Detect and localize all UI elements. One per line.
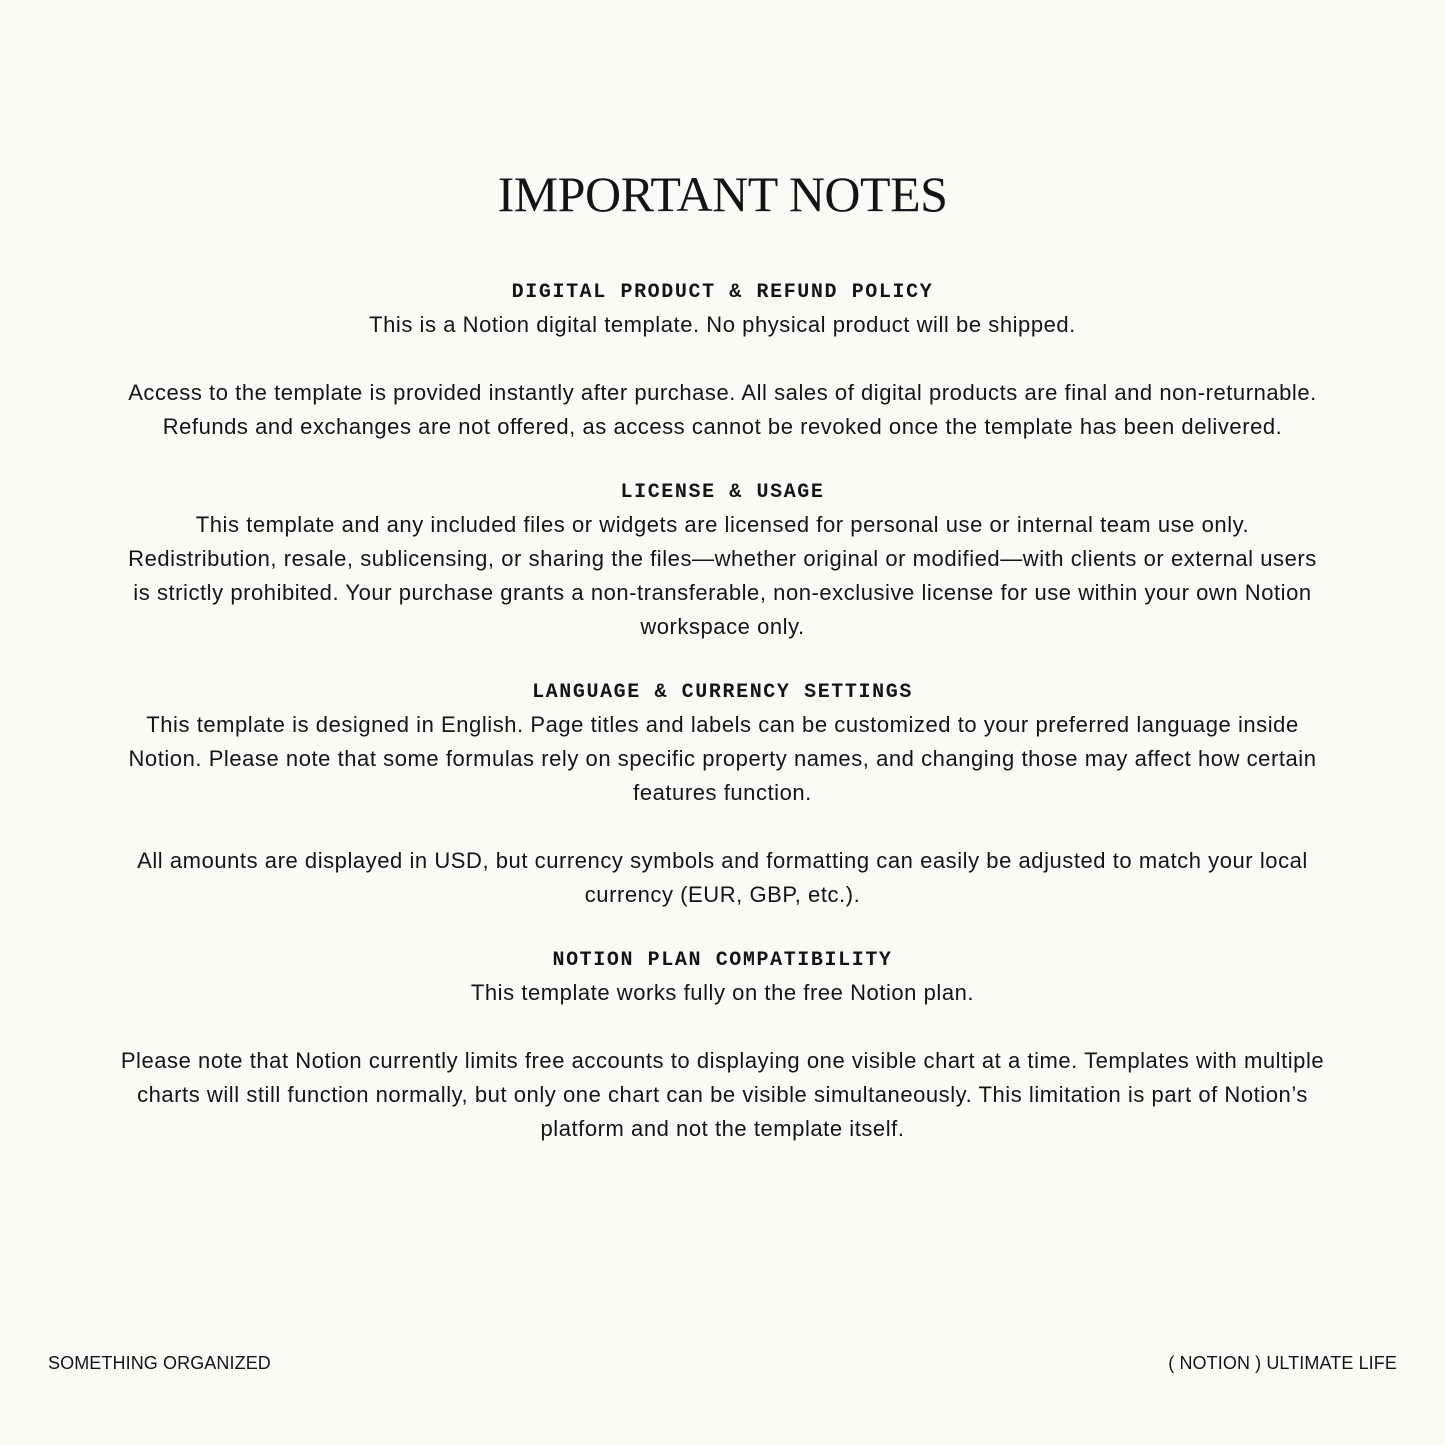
section-paragraph: This template and any included files or widgets are licensed for personal use or internal team use only. Redistribution, resale, sublicensing, or sharing the files—whether original or modified—with clients or external users is strictly prohibited. Your purchase grants a non-transferable, non-exclusive license for use within your own Notion workspace only. bbox=[128, 512, 1317, 639]
footer-brand: SOMETHING ORGANIZED bbox=[48, 1353, 271, 1373]
section-heading: LANGUAGE & CURRENCY SETTINGS bbox=[532, 681, 913, 704]
section-heading: NOTION PLAN COMPATIBILITY bbox=[552, 949, 893, 972]
section-license-usage bbox=[120, 478, 1325, 644]
page-title: IMPORTANT NOTES bbox=[497, 166, 948, 222]
notes-content bbox=[120, 278, 1325, 1180]
section-paragraph: This template is designed in English. Page titles and labels can be customized to your preferred language inside Notion. Please note that some formulas rely on specific property names, and changing those may affect how certain features function. bbox=[128, 712, 1317, 805]
section-language-currency bbox=[120, 678, 1325, 912]
section-refund-policy bbox=[120, 278, 1325, 444]
section-paragraph: Please note that Notion currently limits free accounts to displaying one visible chart at a time. Templates with multiple charts will still function normally, but only one chart can be visible simultaneously. This limitation is part of Notion’s platform and not the template itself. bbox=[120, 1048, 1325, 1141]
section-paragraph: All amounts are displayed in USD, but currency symbols and formatting can easily be adjusted to match your local currency (EUR, GBP, etc.). bbox=[137, 848, 1308, 907]
section-plan-compatibility bbox=[120, 946, 1325, 1146]
section-heading: LICENSE & USAGE bbox=[620, 481, 825, 504]
section-paragraph: This is a Notion digital template. No physical product will be shipped. bbox=[369, 312, 1076, 337]
section-heading: DIGITAL PRODUCT & REFUND POLICY bbox=[511, 281, 934, 304]
footer-product-name: ( NOTION ) ULTIMATE LIFE bbox=[1168, 1353, 1397, 1373]
section-paragraph: Access to the template is provided instantly after purchase. All sales of digital products are final and non-returnable. Refunds and exchanges are not offered, as access cannot be revoked once the template has been delivered. bbox=[128, 380, 1317, 439]
section-paragraph: This template works fully on the free Notion plan. bbox=[470, 980, 975, 1005]
